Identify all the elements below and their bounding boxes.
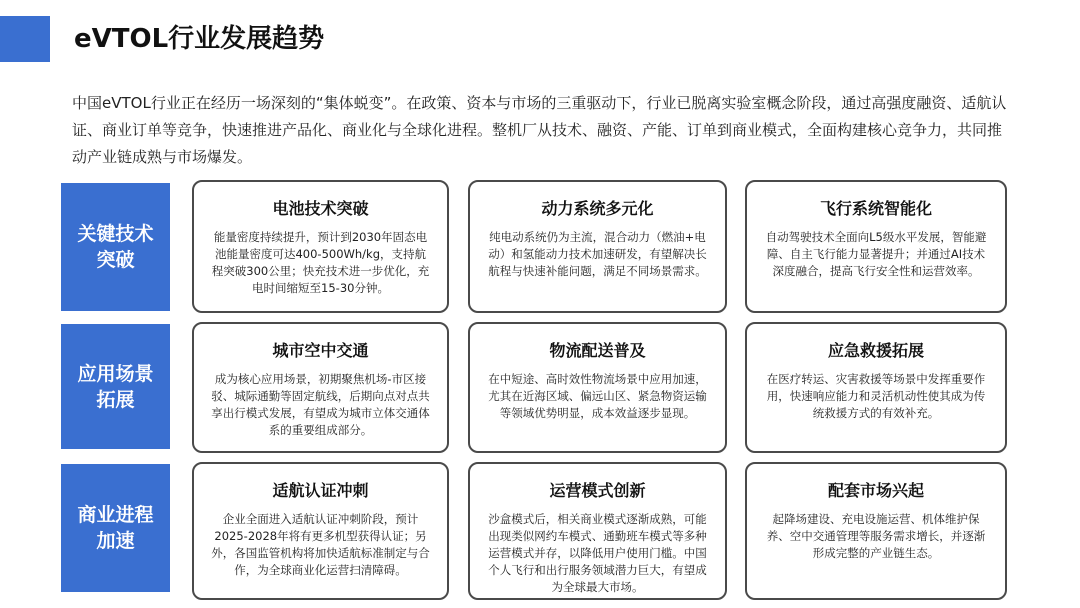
- card-body: 自动驾驶技术全面向L5级水平发展，智能避障、自主飞行能力显著提升；并通过AI技术深度融合，提高飞行安全性和运营效率。: [765, 230, 987, 278]
- card-title: 配套市场兴起: [827, 481, 924, 500]
- card-emergency-rescue: [745, 322, 1007, 453]
- card-airworthiness: [192, 462, 449, 600]
- card-title: 应急救援拓展: [827, 341, 924, 360]
- card-power-system: [468, 180, 727, 313]
- card-body: 企业全面进入适航认证冲刺阶段，预计2025-2028年将有更多机型获得认证；另外，各国监管机构将加快适航标准制定与合作，为全球商业化运营扫清障碍。: [211, 512, 430, 577]
- card-body: 起降场建设、充电设施运营、机体维护保养、空中交通管理等服务需求增长，并逐渐形成完整的产业链生态。: [766, 512, 986, 560]
- intro-paragraph: 中国eVTOL行业正在经历一场深刻的“集体蜕变”。在政策、资本与市场的三重驱动下，行业已脱离实验室概念阶段，通过高强度融资、适航认证、商业订单等竞争，快速推进产品化、商业化与全球化进程。整机厂从技术、融资、产能、订单到商业模式，全面构建核心竞争力，共同推动产业链成熟与市场爆发。: [72, 94, 1007, 166]
- card-battery-tech: [192, 180, 449, 313]
- card-title: 飞行系统智能化: [819, 199, 932, 218]
- card-flight-intelligence: [745, 180, 1007, 313]
- header-accent-block: [0, 16, 50, 62]
- card-supporting-market: [745, 462, 1007, 600]
- row-label-text: 关键技术突破: [77, 223, 154, 271]
- card-title: 动力系统多元化: [541, 199, 654, 218]
- card-urban-air-mobility: [192, 322, 449, 453]
- row-label-key-technology: [61, 183, 170, 311]
- card-title: 城市空中交通: [272, 341, 369, 360]
- page-title: eVTOL行业发展趋势: [74, 24, 325, 54]
- card-logistics: [468, 322, 727, 453]
- card-operation-model: [468, 462, 727, 600]
- card-title: 适航认证冲刺: [272, 481, 369, 500]
- card-body: 能量密度持续提升，预计到2030年固态电池能量密度可达400-500Wh/kg，支持航程突破300公里；快充技术进一步优化，充电时间缩短至15-30分钟。: [211, 230, 430, 295]
- card-title: 电池技术突破: [272, 199, 369, 218]
- card-body: 沙盒模式后，相关商业模式逐渐成熟，可能出现类似网约车模式、通勤班车模式等多种运营模式并存，以降低用户使用门槛。中国个人飞行和出行服务领域潜力巨大，有望成为全球最大市场。: [488, 512, 707, 594]
- card-title: 运营模式创新: [549, 481, 646, 500]
- row-label-text: 商业进程加速: [77, 504, 154, 552]
- row-label-commercialization: [61, 464, 170, 592]
- card-body: 在中短途、高时效性物流场景中应用加速，尤其在近海区域、偏远山区、紧急物资运输等领域优势明显，成本效益逐步显现。: [488, 372, 707, 420]
- row-label-application-scenarios: [61, 324, 170, 449]
- card-body: 在医疗转运、灾害救援等场景中发挥重要作用，快速响应能力和灵活机动性使其成为传统救援方式的有效补充。: [766, 372, 986, 420]
- row-label-text: 应用场景拓展: [77, 362, 154, 411]
- card-body: 成为核心应用场景，初期聚焦机场-市区接驳、城际通勤等固定航线，后期向点对点共享出行模式发展，有望成为城市立体交通体系的重要组成部分。: [211, 372, 430, 437]
- card-title: 物流配送普及: [549, 341, 646, 360]
- card-body: 纯电动系统仍为主流，混合动力（燃油+电动）和氢能动力技术加速研发，有望解决长航程与快速补能问题，满足不同场景需求。: [488, 230, 707, 278]
